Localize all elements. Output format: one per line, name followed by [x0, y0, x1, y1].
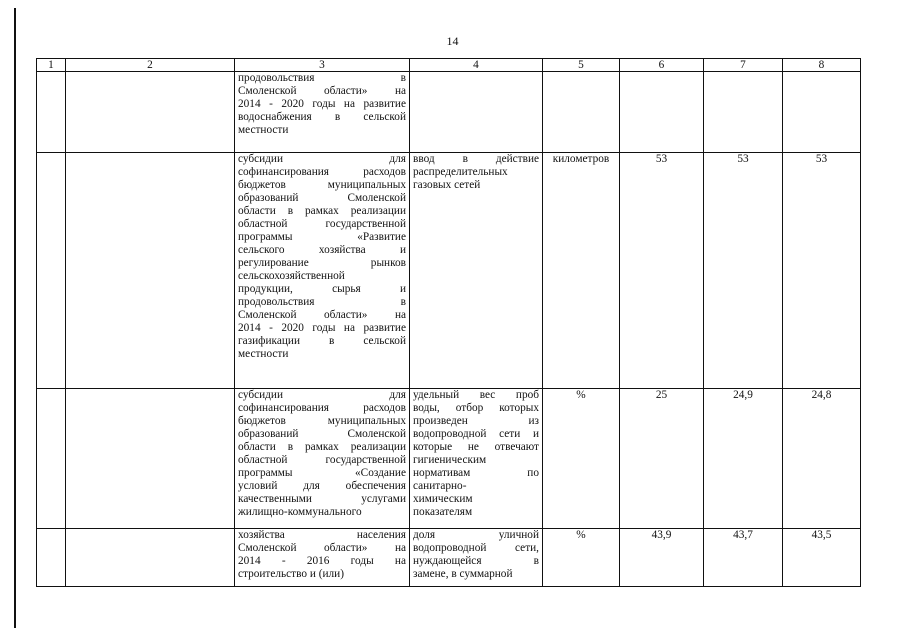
left-margin-rule	[14, 8, 16, 628]
text-line: продовольствия в	[238, 72, 406, 84]
col-header: 5	[543, 59, 620, 72]
cell-col5: %	[543, 529, 620, 587]
text-line: программы «Развитие	[238, 231, 406, 243]
text-line: замене, в суммарной	[413, 568, 513, 580]
cell-col7: 53	[704, 153, 783, 389]
col-header: 2	[66, 59, 235, 72]
text-line: ввод в действие	[413, 153, 539, 165]
text-line: 2014 - 2016 годы на	[238, 555, 406, 567]
cell-col1	[37, 72, 66, 153]
table-row	[37, 153, 861, 389]
col-header: 6	[620, 59, 704, 72]
text-line: местности	[238, 124, 289, 136]
text-line: которые не отвечают	[413, 441, 539, 453]
cell-measure-description	[235, 72, 410, 153]
cell-col2	[66, 72, 235, 153]
cell-measure-description	[235, 389, 410, 529]
text-line: субсидии для	[238, 389, 406, 401]
text-line: софинансирования расходов	[238, 166, 406, 178]
text-line: софинансирования расходов	[238, 402, 406, 414]
text-line: Смоленской области» на	[238, 542, 406, 554]
text-line: водопроводной сети,	[413, 542, 539, 554]
cell-col1	[37, 389, 66, 529]
cell-indicator	[410, 153, 543, 389]
text-line: доля уличной	[413, 529, 539, 541]
text-line: водоснабжения в сельской	[238, 111, 406, 123]
text-line: регулирование рынков	[238, 257, 406, 269]
text-line: распределительных	[413, 166, 508, 178]
cell-col8: 24,8	[783, 389, 861, 529]
text-line: 2014 - 2020 годы на развитие	[238, 322, 406, 334]
text-line: бюджетов муниципальных	[238, 415, 406, 427]
col-header: 4	[410, 59, 543, 72]
col-header: 8	[783, 59, 861, 72]
cell-col8: 53	[783, 153, 861, 389]
text-line: области в рамках реализации	[238, 441, 406, 453]
cell-col8	[783, 72, 861, 153]
text-line: Смоленской области» на	[238, 309, 406, 321]
cell-indicator	[410, 389, 543, 529]
cell-col8: 43,5	[783, 529, 861, 587]
text-line: сельскохозяйственной	[238, 270, 345, 282]
cell-measure-description	[235, 153, 410, 389]
text-line: местности	[238, 348, 289, 360]
cell-col6	[620, 72, 704, 153]
cell-col2	[66, 529, 235, 587]
text-line: показателям	[413, 506, 473, 518]
table-row	[37, 389, 861, 529]
text-line: продукции, сырья и	[238, 283, 406, 295]
cell-col6: 53	[620, 153, 704, 389]
text-line: удельный вес проб	[413, 389, 539, 401]
text-line: химическим	[413, 493, 473, 505]
text-line: областной государственной	[238, 218, 406, 230]
table-row	[37, 529, 861, 587]
text-line: программы «Создание	[238, 467, 406, 479]
text-line: бюджетов муниципальных	[238, 179, 406, 191]
text-line: гигиеническим	[413, 454, 487, 466]
cell-col6: 43,9	[620, 529, 704, 587]
cell-col7	[704, 72, 783, 153]
text-line: условий для обеспечения	[238, 480, 406, 492]
cell-col5: километров	[543, 153, 620, 389]
text-line: 2014 - 2020 годы на развитие	[238, 98, 406, 110]
text-line: воды, отбор которых	[413, 402, 539, 414]
text-line: жилищно-коммунального	[238, 506, 362, 518]
text-line: нуждающейся в	[413, 555, 539, 567]
cell-col7: 43,7	[704, 529, 783, 587]
text-line: качественными услугами	[238, 493, 406, 505]
text-line: образований Смоленской	[238, 192, 406, 204]
cell-col2	[66, 389, 235, 529]
cell-measure-description	[235, 529, 410, 587]
column-number-row	[37, 59, 861, 72]
table-row	[37, 72, 861, 153]
text-line: газификации в сельской	[238, 335, 406, 347]
text-line: области в рамках реализации	[238, 205, 406, 217]
text-line: Смоленской области» на	[238, 85, 406, 97]
text-line: строительство и (или)	[238, 568, 344, 580]
text-line: санитарно-	[413, 480, 467, 492]
cell-indicator	[410, 529, 543, 587]
data-table	[36, 58, 861, 587]
cell-col1	[37, 153, 66, 389]
cell-col2	[66, 153, 235, 389]
page-number: 14	[446, 34, 459, 48]
text-line: продовольствия в	[238, 296, 406, 308]
cell-col1	[37, 529, 66, 587]
text-line: образований Смоленской	[238, 428, 406, 440]
cell-col6: 25	[620, 389, 704, 529]
col-header: 1	[37, 59, 66, 72]
text-line: хозяйства населения	[238, 529, 406, 541]
text-line: субсидии для	[238, 153, 406, 165]
cell-indicator	[410, 72, 543, 153]
text-line: газовых сетей	[413, 179, 481, 191]
cell-col5	[543, 72, 620, 153]
text-line: водопроводной сети и	[413, 428, 539, 440]
text-line: сельского хозяйства и	[238, 244, 406, 256]
text-line: произведен из	[413, 415, 539, 427]
col-header: 7	[704, 59, 783, 72]
cell-col7: 24,9	[704, 389, 783, 529]
col-header: 3	[235, 59, 410, 72]
cell-col5: %	[543, 389, 620, 529]
text-line: областной государственной	[238, 454, 406, 466]
text-line: нормативам по	[413, 467, 539, 479]
